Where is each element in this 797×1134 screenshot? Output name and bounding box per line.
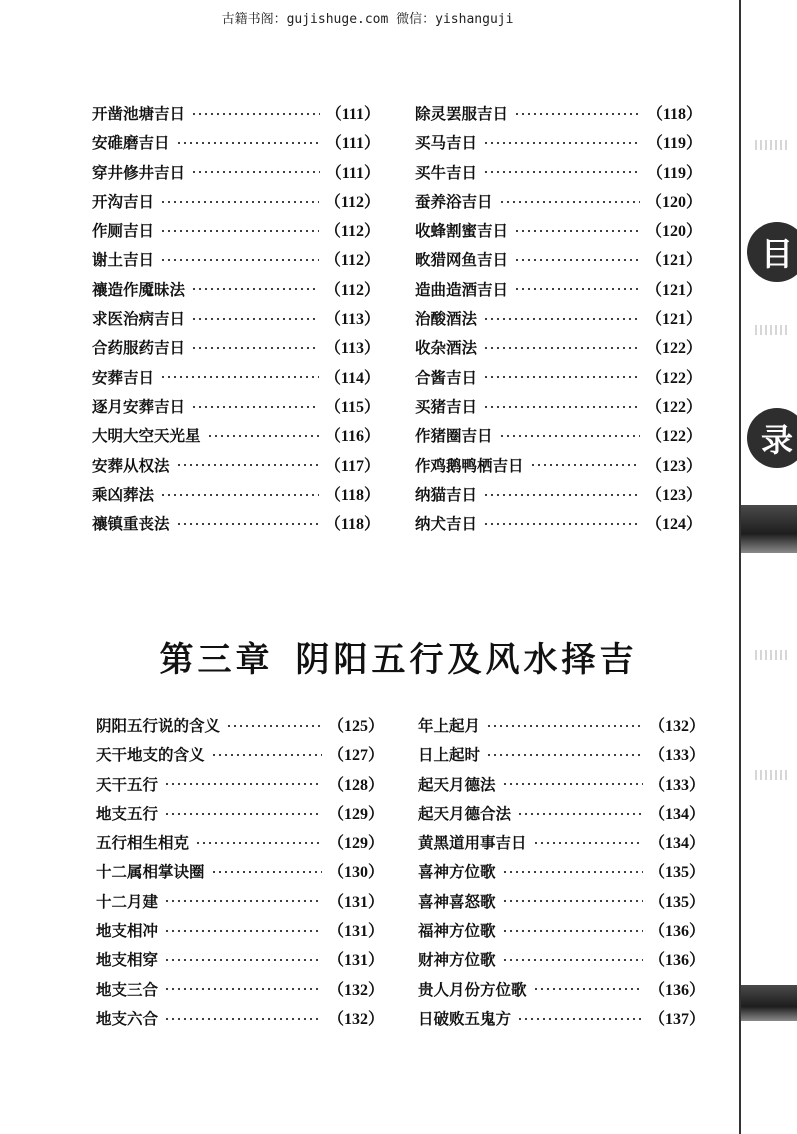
toc-entry: [418, 945, 705, 974]
toc-entry-page: （136）: [648, 981, 705, 999]
toc-entry-title: 开凿池塘吉日: [92, 104, 186, 123]
toc-entry: [92, 392, 380, 421]
dot-leader: [499, 201, 640, 203]
toc-entry-title: 财神方位歌: [418, 950, 496, 970]
toc-entry-title: 地支相穿: [96, 950, 159, 970]
dot-leader: [486, 725, 643, 727]
toc-entry: [418, 711, 705, 740]
toc-entry-title: 收杂酒法: [415, 338, 478, 358]
toc-entry-page: （131）: [327, 923, 384, 941]
toc-entry: [418, 799, 705, 828]
toc-entry: [92, 509, 380, 538]
toc-entry: [96, 857, 384, 886]
toc-entry-page: （129）: [327, 805, 384, 823]
dot-leader: [533, 988, 643, 990]
dot-leader: [160, 259, 319, 261]
toc-entry-page: （132）: [327, 1010, 384, 1028]
dot-leader: [211, 871, 322, 873]
dot-leader: [502, 930, 643, 932]
dot-leader: [483, 171, 641, 173]
toc-entry-title: 蚕养浴吉日: [415, 191, 493, 211]
toc-entry: [415, 245, 702, 274]
toc-entry-page: （112）: [324, 281, 380, 299]
toc-entry-title: 纳猫吉日: [415, 484, 478, 504]
toc-entry-page: （135）: [648, 893, 705, 911]
toc-entry-page: （111）: [325, 135, 380, 153]
toc-entry: [418, 975, 705, 1004]
dot-leader: [502, 871, 643, 873]
toc-entry-page: （117）: [324, 457, 380, 475]
toc-entry: [92, 158, 380, 187]
toc-entry-page: （118）: [646, 106, 702, 123]
print-speckle: [755, 650, 789, 660]
toc-entry-page: （120）: [645, 223, 702, 241]
toc-entry-title: 买马吉日: [415, 133, 478, 153]
toc-entry-page: （129）: [327, 835, 384, 853]
toc-entry: [92, 99, 380, 128]
toc-entry: [415, 509, 702, 538]
print-speckle: [755, 325, 789, 335]
toc-entry-title: 安葬从权法: [92, 455, 170, 475]
toc-entry-page: （114）: [324, 369, 380, 387]
toc-entry: [92, 304, 380, 333]
toc-entry-title: 收蜂割蜜吉日: [415, 221, 509, 241]
toc-entry-page: （113）: [324, 311, 380, 329]
binding-rule: [739, 0, 741, 1134]
toc-entry: [415, 128, 702, 157]
toc-entry-page: （111）: [325, 164, 380, 182]
toc-entry-page: （135）: [648, 864, 705, 882]
toc-entry-title: 除灵罢服吉日: [415, 104, 509, 123]
dot-leader: [191, 113, 320, 115]
toc-entry: [96, 916, 384, 945]
toc-entry-title: 作猪圈吉日: [415, 426, 493, 446]
toc-entry-title: 合酱吉日: [415, 367, 478, 387]
side-tab-strip: [735, 0, 797, 1134]
toc-entry-page: （132）: [327, 981, 384, 999]
toc-column-section1-left: [92, 99, 380, 538]
toc-entry: [92, 216, 380, 245]
toc-entry-page: （134）: [648, 805, 705, 823]
toc-entry: [418, 740, 705, 769]
toc-entry-page: （112）: [324, 252, 380, 270]
chapter-number: 第三章: [159, 640, 274, 680]
dot-leader: [160, 230, 319, 232]
toc-entry-page: （124）: [645, 516, 702, 534]
dot-leader: [160, 201, 319, 203]
toc-entry-title: 造曲造酒吉日: [415, 279, 509, 299]
toc-entry-page: （122）: [645, 398, 702, 416]
toc-entry: [96, 887, 384, 916]
toc-entry-title: 黄黑道用事吉日: [418, 833, 527, 853]
toc-entry-page: （121）: [645, 311, 702, 329]
toc-entry: [96, 945, 384, 974]
dot-leader: [164, 783, 322, 785]
toc-entry: [418, 828, 705, 857]
toc-entry-title: 买牛吉日: [415, 162, 478, 182]
toc-entry-title: 禳造作魇昧法: [92, 279, 186, 299]
toc-entry-page: （136）: [648, 923, 705, 941]
toc-column-chapter3-right: [418, 711, 705, 1033]
dot-leader: [176, 464, 319, 466]
toc-entry-title: 逐月安葬吉日: [92, 396, 186, 416]
dot-leader: [164, 1018, 322, 1020]
dot-leader: [176, 523, 319, 525]
toc-entry-page: （132）: [648, 718, 705, 735]
toc-entry-title: 十二月建: [96, 891, 159, 911]
toc-entry-page: （131）: [327, 893, 384, 911]
dot-leader: [160, 494, 319, 496]
toc-entry: [92, 480, 380, 509]
toc-entry: [96, 1004, 384, 1033]
toc-entry-title: 安葬吉日: [92, 367, 155, 387]
toc-entry-page: （133）: [648, 747, 705, 765]
dot-leader: [191, 347, 319, 349]
page-header: 古籍书阁：gujishuge.com 微信：yishanguji: [221, 12, 514, 27]
toc-entry-page: （123）: [645, 486, 702, 504]
dot-leader: [483, 376, 640, 378]
toc-entry: [92, 451, 380, 480]
dot-leader: [211, 754, 322, 756]
dot-leader: [164, 930, 322, 932]
toc-column-section1-right: [415, 99, 702, 538]
toc-entry-page: （116）: [324, 428, 380, 446]
toc-entry-title: 地支相冲: [96, 921, 159, 941]
toc-entry-page: （120）: [645, 193, 702, 211]
dot-leader: [483, 523, 640, 525]
toc-entry-title: 福神方位歌: [418, 921, 496, 941]
toc-entry: [96, 975, 384, 1004]
toc-entry: [418, 1004, 705, 1033]
dot-leader: [483, 406, 640, 408]
dot-leader: [483, 142, 641, 144]
toc-entry-title: 贵人月份方位歌: [418, 979, 527, 999]
toc-entry-title: 大明大空天光星: [92, 426, 201, 446]
toc-entry-title: 年上起月: [418, 716, 481, 735]
dot-leader: [191, 171, 320, 173]
toc-entry-page: （137）: [648, 1010, 705, 1028]
toc-entry-title: 畋猎网鱼吉日: [415, 250, 509, 270]
toc-entry-title: 穿井修井吉日: [92, 162, 186, 182]
toc-entry-title: 纳犬吉日: [415, 514, 478, 534]
dot-leader: [191, 288, 319, 290]
dot-leader: [164, 900, 322, 902]
toc-entry-title: 五行相生相克: [96, 833, 190, 853]
dot-leader: [514, 230, 640, 232]
toc-entry: [92, 275, 380, 304]
toc-entry: [92, 333, 380, 362]
dot-leader: [530, 464, 640, 466]
print-speckle: [755, 140, 789, 150]
toc-entry: [96, 740, 384, 769]
toc-entry-page: （119）: [646, 164, 702, 182]
dot-leader: [191, 406, 319, 408]
dot-leader: [486, 754, 643, 756]
toc-entry: [92, 421, 380, 450]
toc-entry: [92, 128, 380, 157]
dot-leader: [533, 842, 643, 844]
toc-entry-title: 求医治病吉日: [92, 309, 186, 329]
toc-entry-page: （122）: [645, 340, 702, 358]
toc-entry-title: 喜神方位歌: [418, 862, 496, 882]
toc-entry-title: 作鸡鹅鸭栖吉日: [415, 455, 524, 475]
dot-leader: [517, 1018, 643, 1020]
toc-entry-page: （121）: [645, 281, 702, 299]
toc-entry: [418, 916, 705, 945]
side-band-dark: [741, 505, 797, 553]
toc-entry: [415, 187, 702, 216]
toc-entry-page: （122）: [645, 369, 702, 387]
dot-leader: [499, 435, 640, 437]
toc-entry-page: （115）: [324, 398, 380, 416]
toc-entry: [96, 828, 384, 857]
toc-entry-page: （121）: [645, 252, 702, 270]
toc-entry: [415, 158, 702, 187]
toc-entry-page: （123）: [645, 457, 702, 475]
toc-entry-title: 开沟吉日: [92, 191, 155, 211]
side-band-dark: [741, 985, 797, 1021]
toc-entry-page: （112）: [324, 223, 380, 241]
toc-entry-title: 乘凶葬法: [92, 484, 155, 504]
toc-entry: [415, 392, 702, 421]
toc-entry: [92, 187, 380, 216]
side-tab-mu: 目: [747, 222, 797, 282]
toc-entry-title: 地支五行: [96, 803, 159, 823]
toc-entry-title: 天干地支的含义: [96, 745, 205, 765]
toc-entry-title: 禳镇重丧法: [92, 514, 170, 534]
toc-entry-page: （118）: [324, 486, 380, 504]
dot-leader: [483, 318, 640, 320]
dot-leader: [514, 259, 640, 261]
toc-entry: [415, 333, 702, 362]
dot-leader: [483, 347, 640, 349]
toc-entry: [415, 304, 702, 333]
toc-entry-title: 十二属相掌诀圈: [96, 862, 205, 882]
toc-entry-page: （130）: [327, 864, 384, 882]
toc-entry: [96, 799, 384, 828]
toc-entry: [415, 99, 702, 128]
toc-entry-title: 起天月德合法: [418, 803, 512, 823]
chapter-title: 阴阳五行及风水择吉: [295, 640, 638, 680]
toc-entry: [415, 480, 702, 509]
toc-entry-page: （118）: [324, 516, 380, 534]
toc-entry: [415, 363, 702, 392]
toc-entry-page: （127）: [327, 747, 384, 765]
toc-entry-title: 安碓磨吉日: [92, 133, 170, 153]
toc-entry: [96, 711, 384, 740]
dot-leader: [164, 959, 322, 961]
dot-leader: [207, 435, 319, 437]
dot-leader: [502, 783, 643, 785]
dot-leader: [517, 813, 643, 815]
dot-leader: [502, 959, 643, 961]
dot-leader: [502, 900, 643, 902]
dot-leader: [176, 142, 320, 144]
dot-leader: [483, 494, 640, 496]
dot-leader: [191, 318, 319, 320]
toc-entry: [418, 887, 705, 916]
dot-leader: [514, 288, 640, 290]
toc-entry-page: （131）: [327, 952, 384, 970]
toc-entry-title: 阴阳五行说的含义: [96, 716, 221, 735]
toc-column-chapter3-left: [96, 711, 384, 1033]
print-speckle: [755, 770, 789, 780]
dot-leader: [164, 813, 322, 815]
toc-entry-title: 作厕吉日: [92, 221, 155, 241]
toc-entry-title: 起天月德法: [418, 774, 496, 794]
toc-entry: [418, 857, 705, 886]
dot-leader: [226, 725, 322, 727]
toc-entry-title: 治酸酒法: [415, 309, 478, 329]
toc-entry-page: （133）: [648, 776, 705, 794]
toc-entry-page: （113）: [324, 340, 380, 358]
toc-entry-title: 喜神喜怒歌: [418, 891, 496, 911]
toc-entry: [415, 275, 702, 304]
toc-entry-page: （136）: [648, 952, 705, 970]
toc-entry-title: 合药服药吉日: [92, 338, 186, 358]
toc-entry-title: 天干五行: [96, 774, 159, 794]
chapter-heading: [0, 632, 797, 681]
toc-entry: [96, 770, 384, 799]
toc-entry-title: 日破败五鬼方: [418, 1008, 512, 1028]
toc-entry-title: 谢土吉日: [92, 250, 155, 270]
toc-entry-page: （134）: [648, 835, 705, 853]
toc-entry-page: （128）: [327, 776, 384, 794]
toc-entry-title: 地支六合: [96, 1008, 159, 1028]
toc-entry: [92, 245, 380, 274]
toc-entry: [92, 363, 380, 392]
side-tab-lu: 录: [747, 408, 797, 468]
toc-entry: [415, 421, 702, 450]
toc-entry-page: （111）: [325, 106, 380, 123]
toc-entry-page: （112）: [324, 193, 380, 211]
dot-leader: [164, 988, 322, 990]
toc-entry-page: （119）: [646, 135, 702, 153]
toc-entry: [415, 216, 702, 245]
toc-entry: [418, 770, 705, 799]
toc-entry: [415, 451, 702, 480]
toc-entry-page: （125）: [327, 718, 384, 735]
toc-entry-page: （122）: [645, 428, 702, 446]
toc-entry-title: 地支三合: [96, 979, 159, 999]
dot-leader: [195, 842, 322, 844]
toc-entry-title: 买猪吉日: [415, 396, 478, 416]
dot-leader: [514, 113, 641, 115]
toc-entry-title: 日上起时: [418, 745, 481, 765]
dot-leader: [160, 376, 319, 378]
